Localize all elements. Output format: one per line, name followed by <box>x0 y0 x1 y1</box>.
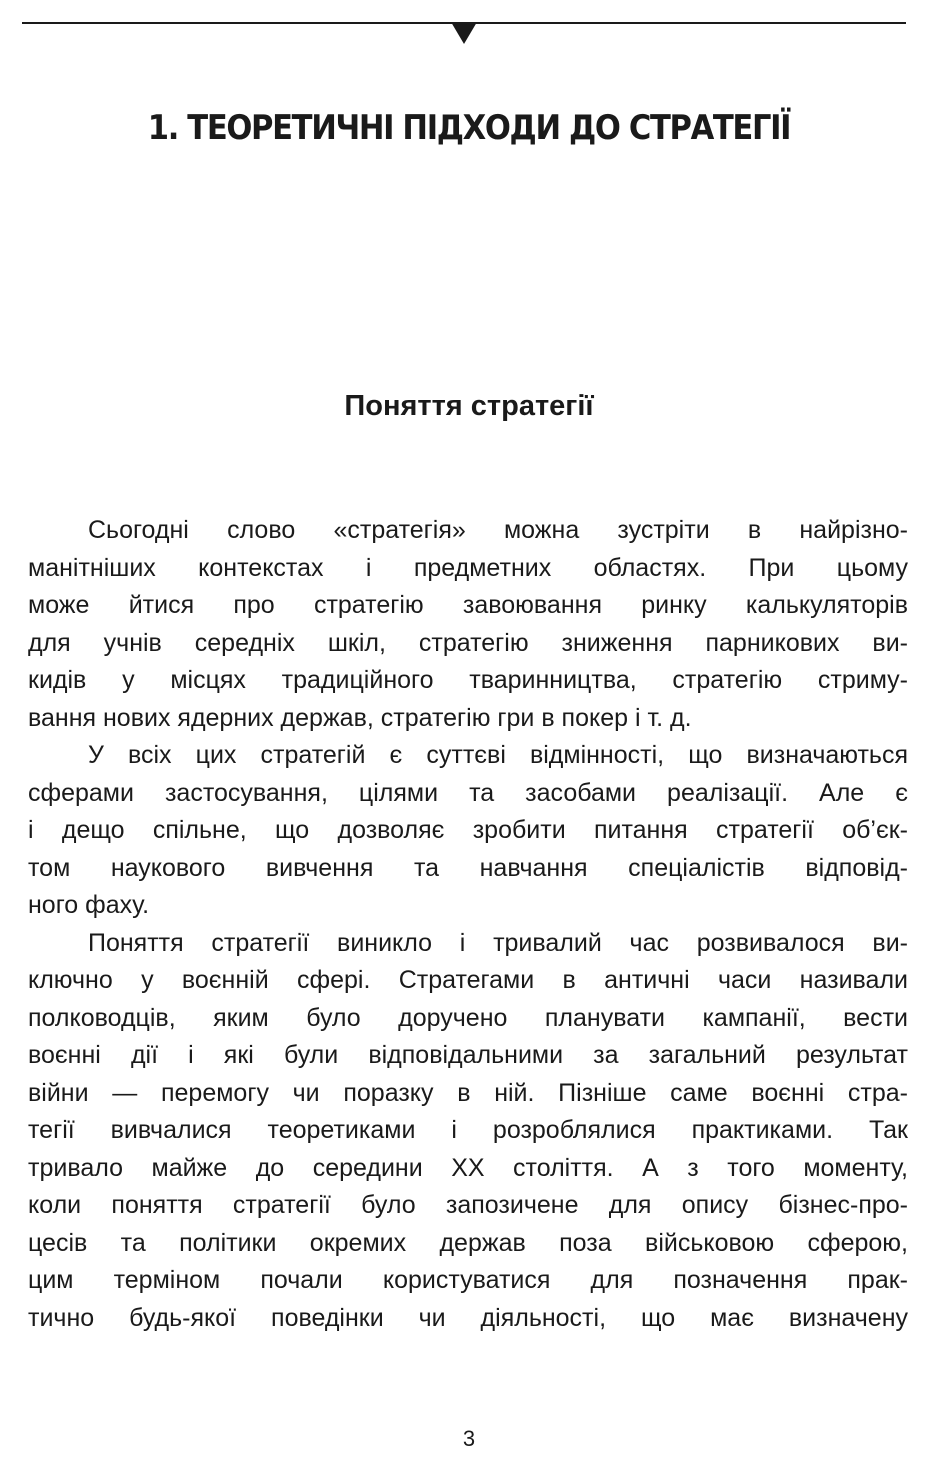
text-line: ключно у воєнній сфері. Стратегами в античні часи називали <box>28 966 908 994</box>
section-title: Поняття стратегії <box>344 390 594 422</box>
text-line: Сьогодні слово «стратегія» можна зустріти в найрізно- <box>88 516 908 544</box>
text-line: коли поняття стратегії було запозичене для опису бізнес-про- <box>28 1191 908 1219</box>
chapter-title: 1. ТЕОРЕТИЧНІ ПІДХОДИ ДО СТРАТЕГІЇ <box>147 108 791 148</box>
page-number: 3 <box>462 1426 476 1451</box>
text-line: кидів у місцях традиційного тваринництва, стратегію стриму- <box>28 666 908 694</box>
text-line: вання нових ядерних держав, стратегію гри в покер і т. д. <box>28 703 692 732</box>
text-line: У всіх цих стратегій є суттєві відмінності, що визначаються <box>88 741 908 769</box>
text-line: для учнів середніх шкіл, стратегію зниження парникових ви- <box>28 628 908 657</box>
text-line: тично будь-якої поведінки чи діяльності, що має визначену <box>28 1303 908 1332</box>
text-line: цесів та політики окремих держав поза військовою сферою, <box>28 1228 908 1257</box>
text-line: воєнні дії і які були відповідальними за загальний результат <box>28 1041 908 1069</box>
text-line: тривало майже до середини XX століття. А з того моменту, <box>28 1153 908 1182</box>
body-text <box>28 512 908 1337</box>
text-line: сферами застосування, цілями та засобами реалізації. Але є <box>28 778 908 807</box>
text-line: ного фаху. <box>28 891 150 919</box>
text-line: полководців, яким було доручено планувати кампанії, вести <box>28 1003 908 1032</box>
paragraph <box>28 737 908 925</box>
text-line: тегії вивчалися теоретиками і розроблялися практиками. Так <box>28 1116 908 1144</box>
text-line: війни — перемогу чи поразку в ній. Пізніше саме воєнні стра- <box>28 1078 908 1107</box>
paragraph <box>28 512 908 737</box>
text-line: Поняття стратегії виникло і тривалий час розвивалося ви- <box>88 928 908 957</box>
text-line: цим терміном почали користуватися для позначення прак- <box>28 1266 908 1294</box>
paragraph <box>28 925 908 1338</box>
text-line: манітніших контекстах і предметних областях. При цьому <box>28 553 908 582</box>
text-line: і дещо спільне, що дозволяє зробити питання стратегії об’єк- <box>28 816 908 844</box>
header-triangle-marker-icon <box>451 22 477 44</box>
text-line: може йтися про стратегію завоювання ринку калькуляторів <box>28 591 908 619</box>
text-line: том наукового вивчення та навчання спеціалістів відповід- <box>28 853 908 882</box>
